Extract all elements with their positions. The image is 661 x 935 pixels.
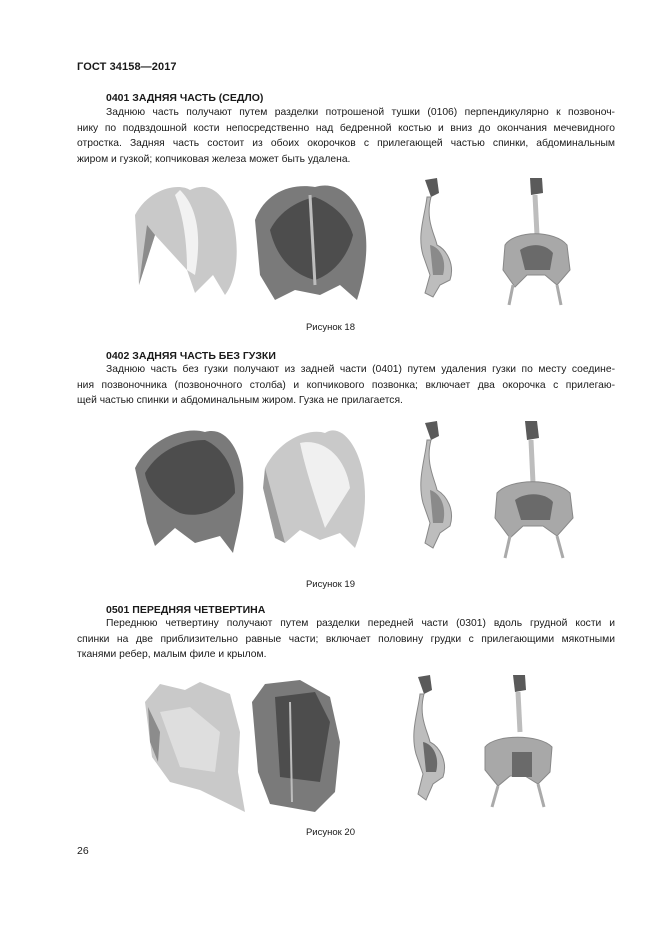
text-line: Заднюю часть без гузки получают из задней части (0401) путем удаления гузки по месту соедине-	[106, 364, 615, 375]
figure-18-photos	[125, 175, 595, 315]
figure-caption-20: Рисунок 20	[305, 827, 356, 838]
section-title-0501: 0501 ПЕРЕДНЯЯ ЧЕТВЕРТИНА	[106, 604, 266, 616]
text-line: жиром и гузкой; копчиковая железа может быть удалена.	[77, 153, 351, 165]
figure-caption-18: Рисунок 18	[305, 322, 356, 333]
text-line: отростка. Задняя часть состоит из обоих окорочков с прилегающей частью спинки, абдоминальным	[77, 138, 615, 150]
text-line: тканями ребер, малым филе и крылом.	[77, 649, 267, 661]
section-title-0402: 0402 ЗАДНЯЯ ЧАСТЬ БЕЗ ГУЗКИ	[106, 350, 276, 362]
section-title-0401: 0401 ЗАДНЯЯ ЧАСТЬ (СЕДЛО)	[106, 92, 264, 104]
figure-19-photos	[125, 418, 595, 568]
page-number: 26	[77, 845, 89, 857]
section-text-0501	[77, 616, 615, 663]
text-line: ния позвоночника (позвоночного столба) и копчикового позвонка; включает два окорочка с прилегаю-	[77, 379, 615, 391]
document-header: ГОСТ 34158—2017	[77, 61, 177, 73]
text-line: нику по подвздошной кости непосредственно над бедренной костью и вниз до окончания мечевидного	[77, 122, 615, 134]
text-line: щей частью спинки и абдоминальным жиром. Гузка не прилагается.	[77, 395, 403, 407]
text-line: Переднюю четвертину получают путем разделки передней части (0301) вдоль грудной кости и	[106, 618, 615, 629]
text-line: Заднюю часть получают путем разделки потрошеной тушки (0106) перпендикулярно к позвоноч-	[106, 107, 615, 118]
section-text-0402	[77, 362, 615, 409]
section-text-0401	[77, 105, 615, 167]
figure-caption-19: Рисунок 19	[305, 579, 356, 590]
text-line: спинки на две приблизительно равные части; включает половину грудки с прилегающими мякотными	[77, 633, 615, 645]
figure-20-photos	[140, 672, 580, 822]
